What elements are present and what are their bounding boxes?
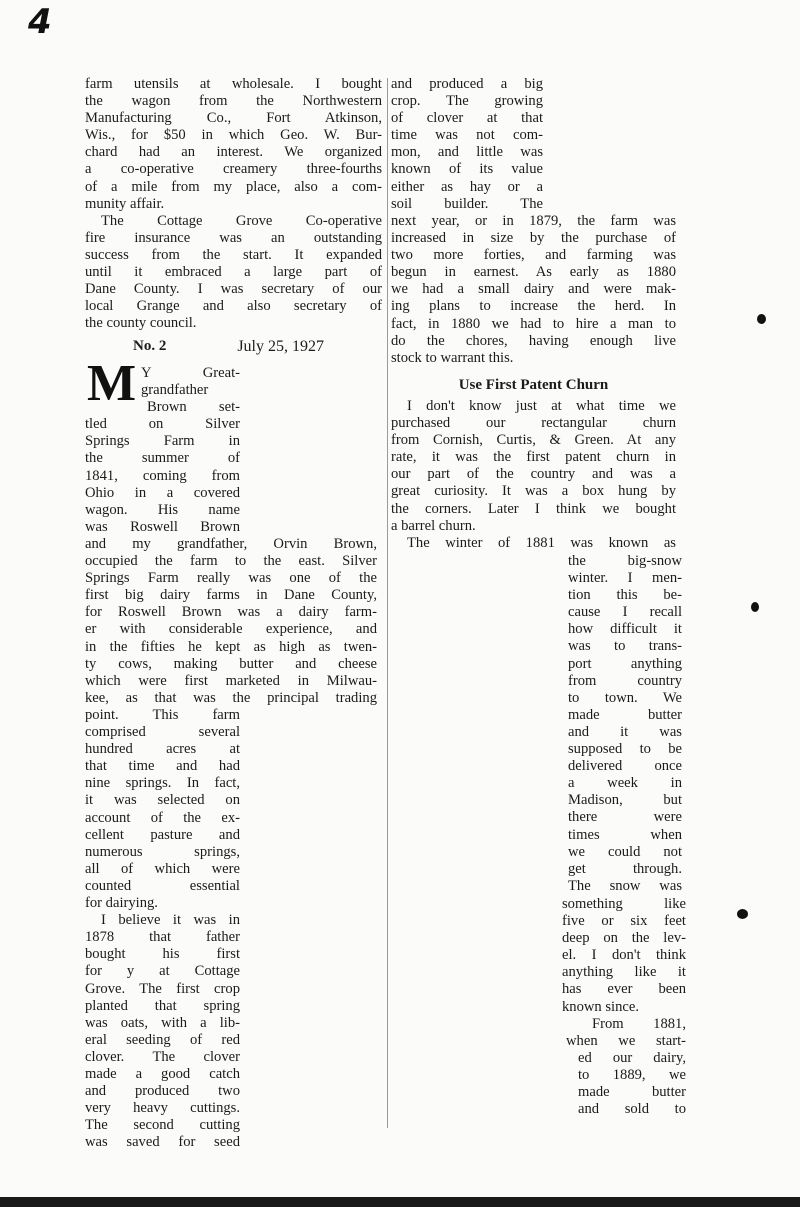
article-date: July 25, 1927 <box>237 338 324 356</box>
left-column-dropcap-text <box>85 365 240 536</box>
text-line: mon, and little was <box>391 144 543 161</box>
text-line: nine springs. In fact, <box>85 775 240 792</box>
text-line: er with considerable experience, and <box>85 621 377 638</box>
text-line: get through. <box>568 860 682 877</box>
text-line: all of which were <box>85 860 240 877</box>
text-line: for Roswell Brown was a dairy farm- <box>85 604 377 621</box>
text-line: a barrel churn. <box>391 517 476 534</box>
text-line: From 1881, <box>592 1015 686 1032</box>
text-line: tion this be- <box>568 587 682 604</box>
left-column-middle <box>85 536 377 707</box>
text-line: next year, or in 1879, the farm was <box>391 213 676 229</box>
text-line: hundred acres at <box>85 741 240 758</box>
text-line: chard had an interest. We organized <box>85 144 382 161</box>
text-line: of a mile from my place, also a com- <box>85 178 382 195</box>
text-line: The second cutting <box>85 1117 240 1134</box>
text-line: eral seeding of red <box>85 1031 240 1048</box>
text-line: to 1889, we <box>578 1066 686 1083</box>
text-line: a week in <box>568 775 682 792</box>
text-line: very heavy cuttings. <box>85 1100 240 1117</box>
text-line: from Cornish, Curtis, & Green. At any <box>391 432 676 449</box>
text-line: known of its value <box>391 161 543 178</box>
text-line: increased in size by the purchase of <box>391 230 676 247</box>
text-line: Springs Farm really was one of the <box>85 570 377 587</box>
text-line: anything like it <box>562 964 686 981</box>
text-line: Manufacturing Co., Fort Atkinson, <box>85 110 382 127</box>
text-line: crop. The growing <box>391 93 543 110</box>
text-line: success from the start. It expanded <box>85 246 382 263</box>
text-line: from country <box>568 672 682 689</box>
text-line: fire insurance was an outstanding <box>85 229 382 246</box>
text-line: supposed to be <box>568 741 682 758</box>
text-line: until it embraced a large part of <box>85 264 382 281</box>
text-line: Springs Farm in <box>85 433 240 450</box>
text-line: el. I don't think <box>562 947 686 964</box>
column-divider <box>387 78 388 1128</box>
text-line: soil builder. The <box>391 195 543 212</box>
text-line: first big dairy farms in Dane County, <box>85 587 377 604</box>
text-line: to town. We <box>568 689 682 706</box>
right-column-narrow-mid <box>568 553 682 895</box>
text-line: either as hay or a <box>391 178 543 195</box>
text-line: port anything <box>568 655 682 672</box>
text-line: cause I recall <box>568 604 682 621</box>
text-line: and it was <box>568 723 682 740</box>
text-line: counted essential <box>85 877 240 894</box>
text-line: something like <box>562 896 686 912</box>
text-line: and produced two <box>85 1083 240 1100</box>
text-line: do the chores, having enough live <box>391 332 676 349</box>
text-line: the summer of <box>85 450 240 467</box>
text-line: that time and had <box>85 758 240 775</box>
text-line: Madison, but <box>568 792 682 809</box>
text-line: made butter <box>568 706 682 723</box>
text-line: Brown set- <box>147 399 240 416</box>
text-line: and produced a big <box>391 76 543 92</box>
right-column-narrow-bottom <box>562 896 686 1118</box>
text-line: it was selected on <box>85 792 240 809</box>
text-line: two more forties, and farming was <box>391 247 676 264</box>
text-line: 1878 that father <box>85 929 240 946</box>
text-line: we could not <box>568 843 682 860</box>
text-line: munity affair. <box>85 195 165 212</box>
text-line: was Roswell Brown <box>85 518 240 535</box>
text-line: begun in earnest. As early as 1880 <box>391 264 676 281</box>
text-line: deep on the lev- <box>562 930 686 947</box>
text-line: local Grange and also secretary of <box>85 298 382 315</box>
section-heading: Use First Patent Churn <box>458 376 609 393</box>
text-line: bought his first <box>85 946 240 963</box>
right-column-narrow-top <box>391 76 543 213</box>
text-line: winter. I men- <box>568 570 682 587</box>
text-line: when we start- <box>566 1032 686 1049</box>
text-line: 1841, coming from <box>85 467 240 484</box>
text-line: made butter <box>578 1084 686 1101</box>
text-line: Y Great- <box>141 365 240 381</box>
text-line: grandfather <box>141 382 209 399</box>
text-line: we had a small dairy and were mak- <box>391 281 676 298</box>
text-line: Ohio in a covered <box>85 484 240 501</box>
text-line: rate, it was the first patent churn in <box>391 449 676 466</box>
article-number: No. 2 <box>133 338 167 355</box>
text-line: the corners. Later I think we bought <box>391 500 676 517</box>
text-line: numerous springs, <box>85 843 240 860</box>
text-line: farm utensils at wholesale. I bought <box>85 76 382 92</box>
text-line: ing plans to increase the herd. In <box>391 298 676 315</box>
page-number: 4 <box>28 2 52 42</box>
scan-speck <box>737 909 748 919</box>
text-line: point. This farm <box>85 707 240 723</box>
text-line: purchased our rectangular churn <box>391 415 676 432</box>
text-line: made a good catch <box>85 1065 240 1082</box>
text-line: known since. <box>562 998 640 1015</box>
text-line: was to trans- <box>568 638 682 655</box>
text-line: cellent pasture and <box>85 826 240 843</box>
text-line: there were <box>568 809 682 826</box>
text-line: comprised several <box>85 724 240 741</box>
scan-speck <box>757 314 766 324</box>
text-line: the wagon from the Northwestern <box>85 93 382 110</box>
text-line: The Cottage Grove Co-operative <box>101 212 382 229</box>
left-column-top <box>85 76 382 360</box>
text-line: has ever been <box>562 981 686 998</box>
text-line: in the fifties he kept as high as twen- <box>85 638 377 655</box>
scan-speck <box>751 602 759 612</box>
text-line: and sold to <box>578 1101 686 1118</box>
article-dateline <box>85 338 382 355</box>
text-line: tled on Silver <box>85 416 240 433</box>
text-line: the county council. <box>85 315 197 332</box>
text-line: I believe it was in <box>101 912 240 929</box>
text-line: wagon. His name <box>85 501 240 518</box>
text-line: which were first marketed in Milwau- <box>85 672 377 689</box>
drop-cap: M <box>87 355 137 412</box>
text-line: five or six feet <box>562 913 686 930</box>
text-line: our part of the country and was a <box>391 466 676 483</box>
text-line: The snow was <box>568 877 682 894</box>
text-line: and my grandfather, Orvin Brown, <box>85 536 377 552</box>
text-line: delivered once <box>568 758 682 775</box>
text-line: planted that spring <box>85 997 240 1014</box>
text-line: the big-snow <box>568 553 682 569</box>
text-line: great curiosity. It was a box hung by <box>391 483 676 500</box>
text-line: occupied the farm to the east. Silver <box>85 553 377 570</box>
text-line: The winter of 1881 was known as <box>407 534 676 551</box>
text-line: ty cows, making butter and cheese <box>85 655 377 672</box>
text-line: times when <box>568 826 682 843</box>
text-line: for y at Cottage <box>85 963 240 980</box>
text-line: of clover at that <box>391 110 543 127</box>
left-column-narrow <box>85 707 240 1151</box>
text-line: stock to warrant this. <box>391 349 514 366</box>
text-line: ed our dairy, <box>578 1049 686 1066</box>
text-line: fact, in 1880 we had to hire a man to <box>391 315 676 332</box>
text-line: was oats, with a lib- <box>85 1014 240 1031</box>
text-line: I don't know just at what time we <box>407 397 676 414</box>
right-column-full <box>391 213 676 552</box>
text-line: time was not com- <box>391 127 543 144</box>
text-line: kee, as that was the principal trading <box>85 689 377 706</box>
text-line: Wis., for $50 in which Geo. W. Bur- <box>85 127 382 144</box>
text-line: how difficult it <box>568 621 682 638</box>
text-line: Dane County. I was secretary of our <box>85 281 382 298</box>
text-line: a co-operative creamery three-fourths <box>85 161 382 178</box>
text-line: for dairying. <box>85 895 158 912</box>
text-line: clover. The clover <box>85 1048 240 1065</box>
text-line: account of the ex- <box>85 809 240 826</box>
text-line: was saved for seed <box>85 1134 240 1151</box>
text-line: Grove. The first crop <box>85 980 240 997</box>
scan-edge <box>0 1197 800 1207</box>
